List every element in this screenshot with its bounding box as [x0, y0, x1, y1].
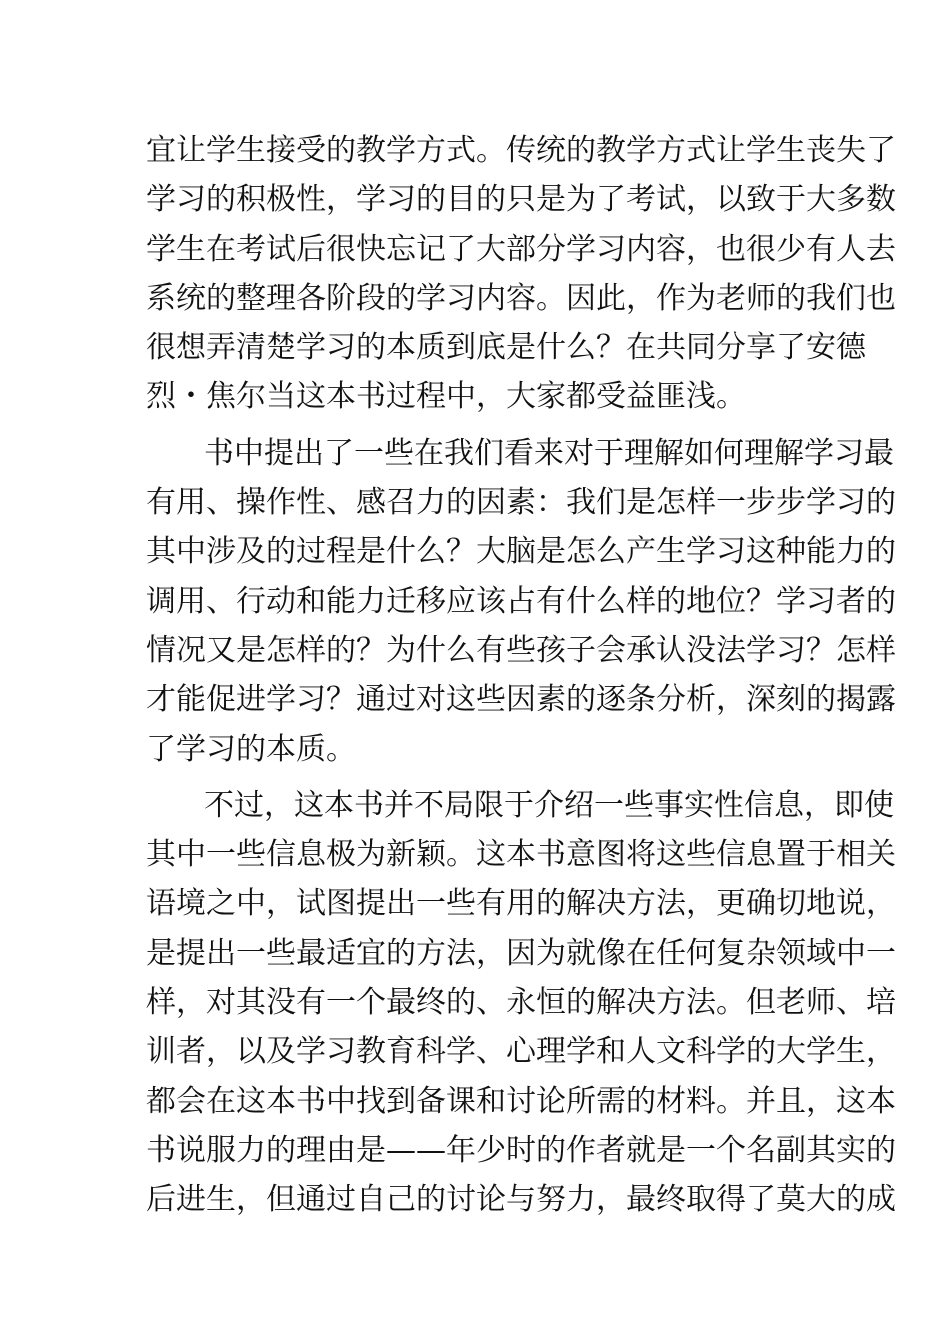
text-line: 宜让学生接受的教学方式。传统的教学方式让学生丧失了	[146, 133, 896, 168]
text-line: 是提出一些最适宜的方法，因为就像在任何复杂领域中一	[146, 935, 896, 971]
paragraph	[146, 126, 896, 422]
text-line: 都会在这本书中找到备课和讨论所需的材料。并且，这本	[146, 1083, 896, 1119]
text-line: 其中涉及的过程是什么？大脑是怎么产生学习这种能力的	[146, 534, 896, 570]
text-line: 了学习的本质。	[146, 731, 356, 767]
text-line: 调用、行动和能力迁移应该占有什么样的地位？学习者的	[146, 583, 896, 619]
text-line: 不过，这本书并不局限于介绍一些事实性信息，即使	[204, 787, 894, 823]
text-line: 才能促进学习？通过对这些因素的逐条分析，深刻的揭露	[146, 682, 896, 718]
paragraph	[146, 429, 896, 774]
text-line: 书说服力的理由是——年少时的作者就是一个名副其实的	[146, 1132, 896, 1168]
text-line: 烈・焦尔当这本书过程中，大家都受益匪浅。	[146, 379, 746, 415]
text-line: 其中一些信息极为新颖。这本书意图将这些信息置于相关	[146, 837, 896, 873]
text-line: 很想弄清楚学习的本质到底是什么？在共同分享了安德	[146, 330, 866, 366]
text-line: 有用、操作性、感召力的因素：我们是怎样一步步学习的	[146, 485, 896, 521]
text-line: 训者，以及学习教育科学、心理学和人文科学的大学生，	[146, 1034, 896, 1070]
text-line: 样，对其没有一个最终的、永恒的解决方法。但老师、培	[146, 985, 896, 1021]
text-line: 情况又是怎样的？为什么有些孩子会承认没法学习？怎样	[146, 632, 896, 668]
body-text	[146, 126, 896, 1225]
text-line: 学习的积极性，学习的目的只是为了考试，以致于大多数	[146, 182, 896, 218]
text-line: 系统的整理各阶段的学习内容。因此，作为老师的我们也	[146, 280, 896, 316]
text-line: 后进生，但通过自己的讨论与努力，最终取得了莫大的成	[146, 1182, 896, 1218]
text-line: 书中提出了一些在我们看来对于理解如何理解学习最	[204, 435, 894, 471]
paragraph	[146, 781, 896, 1225]
text-line: 学生在考试后很快忘记了大部分学习内容，也很少有人去	[146, 231, 896, 267]
text-line: 语境之中，试图提出一些有用的解决方法，更确切地说，	[146, 886, 896, 922]
